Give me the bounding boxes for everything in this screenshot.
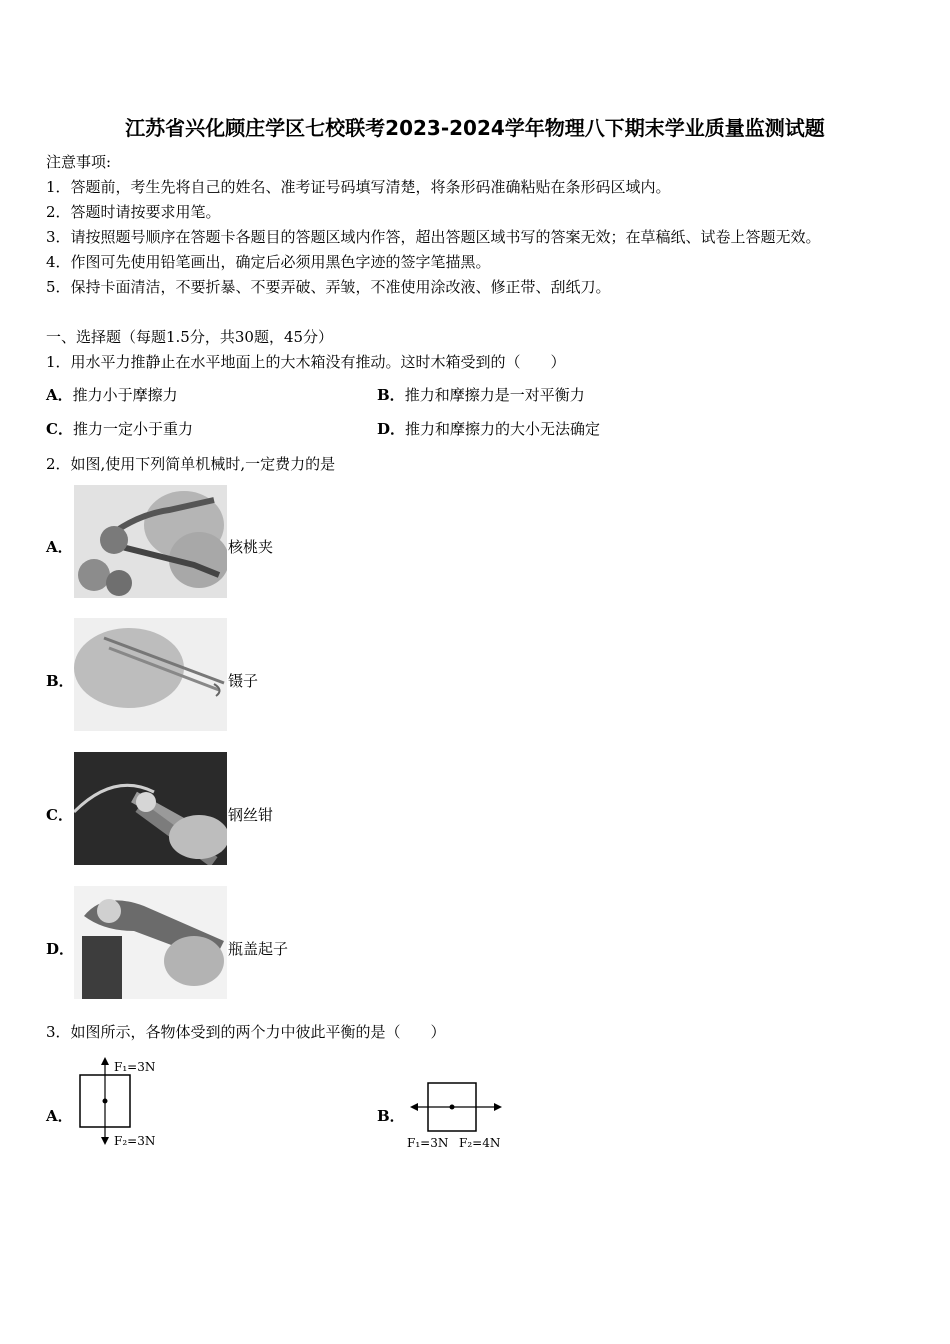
q1-option-d-label: D． [377,420,406,438]
q1-option-c [46,419,193,439]
arrow-right-icon [494,1103,502,1111]
q3-b-force-2: F₂=4N [459,1136,501,1150]
q1-option-b-text: 推力和摩擦力是一对平衡力 [404,386,585,404]
q2-stem: 2．如图,使用下列简单机械时,一定费力的是 [46,455,336,473]
q2-option-c-label: C． [46,806,73,824]
q1-option-b [377,385,585,405]
q3-option-a-label: A． [46,1107,73,1125]
notice-item-2: 2．答题时请按要求用笔。 [46,203,221,221]
q1-option-c-text: 推力一定小于重力 [72,420,193,438]
q2-option-c-text: 钢丝钳 [228,806,274,824]
q1-option-d [377,419,600,439]
q3-a-force-1: F₁=3N [114,1060,156,1074]
q1-option-a-label: A． [46,386,73,404]
q1-option-c-label: C． [46,420,73,438]
q1-option-a [46,385,178,405]
arrow-down-icon [101,1137,109,1145]
q3-b-force-1: F₁=3N [407,1136,449,1150]
q3-a-force-2: F₂=3N [114,1134,156,1148]
notice-item-5: 5．保持卡面清洁，不要折暴、不要弄破、弄皱，不准使用涂改液、修正带、刮纸刀。 [46,278,611,296]
q2-option-a-text: 核桃夹 [228,538,274,556]
bottle-opener-photo [74,886,227,999]
wire-pliers-photo [74,752,227,865]
q2-option-b-text: 镊子 [228,672,259,690]
q2-option-b-label: B． [46,672,74,690]
q3-diagram-b [404,1075,514,1155]
page-title: 江苏省兴化顾庄学区七校联考2023-2024学年物理八下期末学业质量监测试题 [125,116,825,140]
q2-option-a-label: A． [46,538,73,556]
arrow-left-icon [410,1103,418,1111]
section-heading: 一、选择题（每题1.5分，共30题，45分） [46,328,334,346]
notice-item-4: 4．作图可先使用铅笔画出，确定后必须用黑色字迹的签字笔描黑。 [46,253,491,271]
arrow-up-icon [101,1057,109,1065]
notice-item-3: 3．请按照题号顺序在答题卡各题目的答题区域内作答，超出答题区域书写的答案无效；在草稿纸、试卷上答题无效。 [46,228,821,246]
q1-option-b-label: B． [377,386,405,404]
q1-option-a-text: 推力小于摩擦力 [72,386,178,404]
q2-option-d-label: D． [46,940,75,958]
q1-option-d-text: 推力和摩擦力的大小无法确定 [405,420,601,438]
q2-option-d-text: 瓶盖起子 [228,940,289,958]
notice-heading: 注意事项: [46,153,112,171]
notice-item-1: 1．答题前，考生先将自己的姓名、准考证号码填写清楚，将条形码准确粘贴在条形码区域内。 [46,178,671,196]
q3-stem: 3．如图所示，各物体受到的两个力中彼此平衡的是（ ） [46,1023,446,1041]
q1-stem: 1．用水平力推静止在水平地面上的大木箱没有推动。这时木箱受到的（ ） [46,353,566,371]
walnut-cracker-photo [74,485,227,598]
tweezers-photo [74,618,227,731]
q3-option-b-label: B． [377,1107,405,1125]
q3-diagram-a [74,1055,184,1150]
